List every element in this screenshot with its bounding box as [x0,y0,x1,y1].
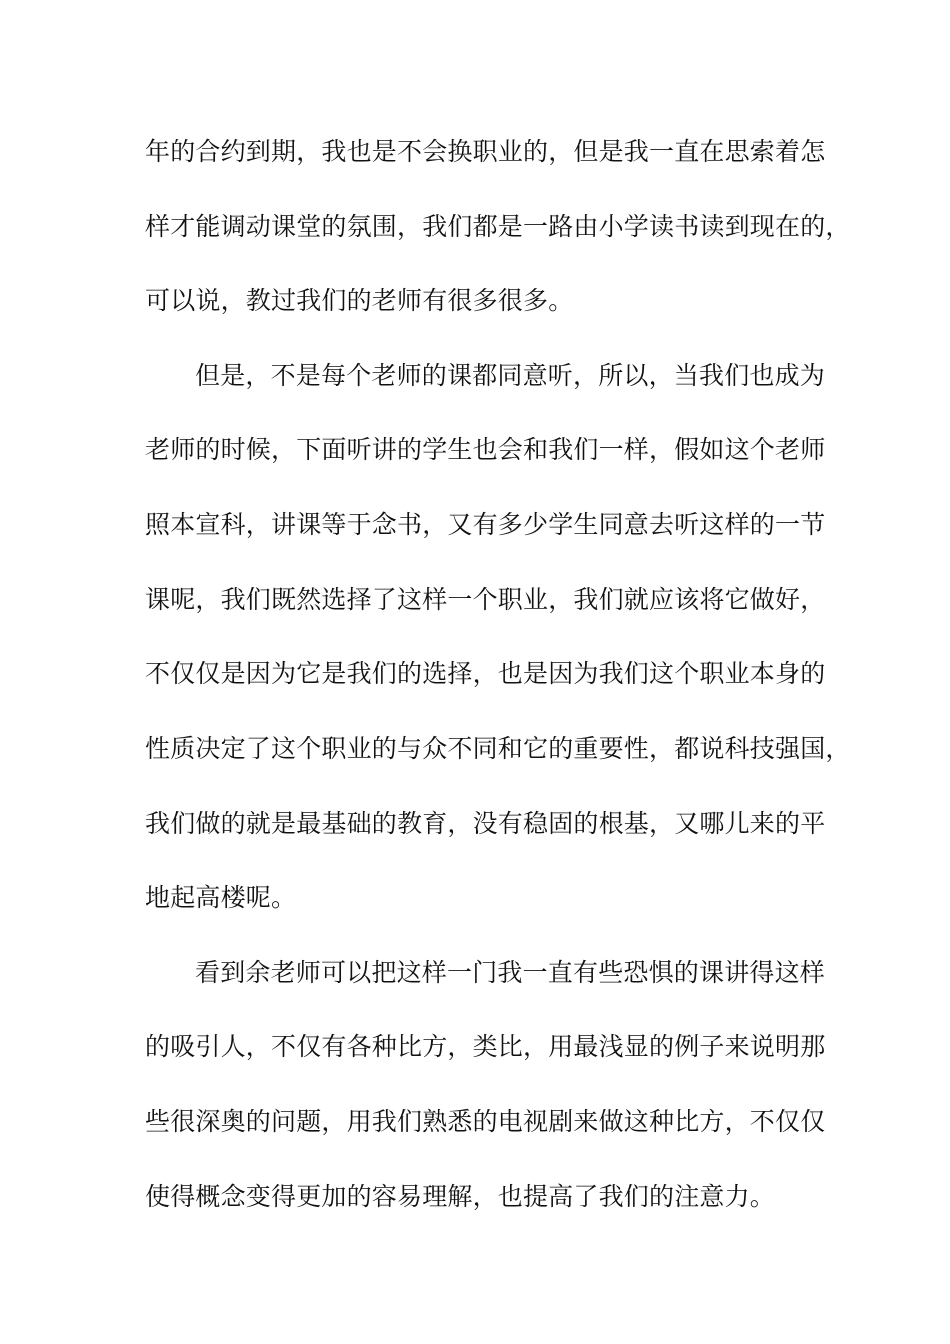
text-line: 课呢，我们既然选择了这样一个职业，我们就应该将它做好， [145,585,826,614]
text-line: 些很深奥的问题，用我们熟悉的电视剧来做这种比方，不仅仅 [145,1107,826,1136]
text-line: 我们做的就是最基础的教育，没有稳固的根基，又哪儿来的平 [145,809,826,838]
text-line: 年的合约到期，我也是不会换职业的，但是我一直在思索着怎 [145,137,826,166]
paragraph-start-line: 看到余老师可以把这样一门我一直有些恐惧的课讲得这样 [195,958,826,987]
paragraph-start-line: 但是，不是每个老师的课都同意听，所以，当我们也成为 [195,361,826,390]
text-line: 使得概念变得更加的容易理解，也提高了我们的注意力。 [145,1182,776,1211]
text-line: 老师的时候，下面听讲的学生也会和我们一样，假如这个老师 [145,435,826,464]
text-line: 地起高楼呢。 [145,883,297,912]
text-line: 样才能调动课堂的氛围，我们都是一路由小学读书读到现在的， [145,212,851,241]
text-line: 性质决定了这个职业的与众不同和它的重要性，都说科技强国， [145,734,851,763]
text-line: 照本宣科，讲课等于念书，又有多少学生同意去听这样的一节 [145,510,826,539]
text-line: 不仅仅是因为它是我们的选择，也是因为我们这个职业本身的 [145,659,826,688]
text-line: 的吸引人，不仅有各种比方，类比，用最浅显的例子来说明那 [145,1032,826,1061]
text-line: 可以说，教过我们的老师有很多很多。 [145,286,574,315]
